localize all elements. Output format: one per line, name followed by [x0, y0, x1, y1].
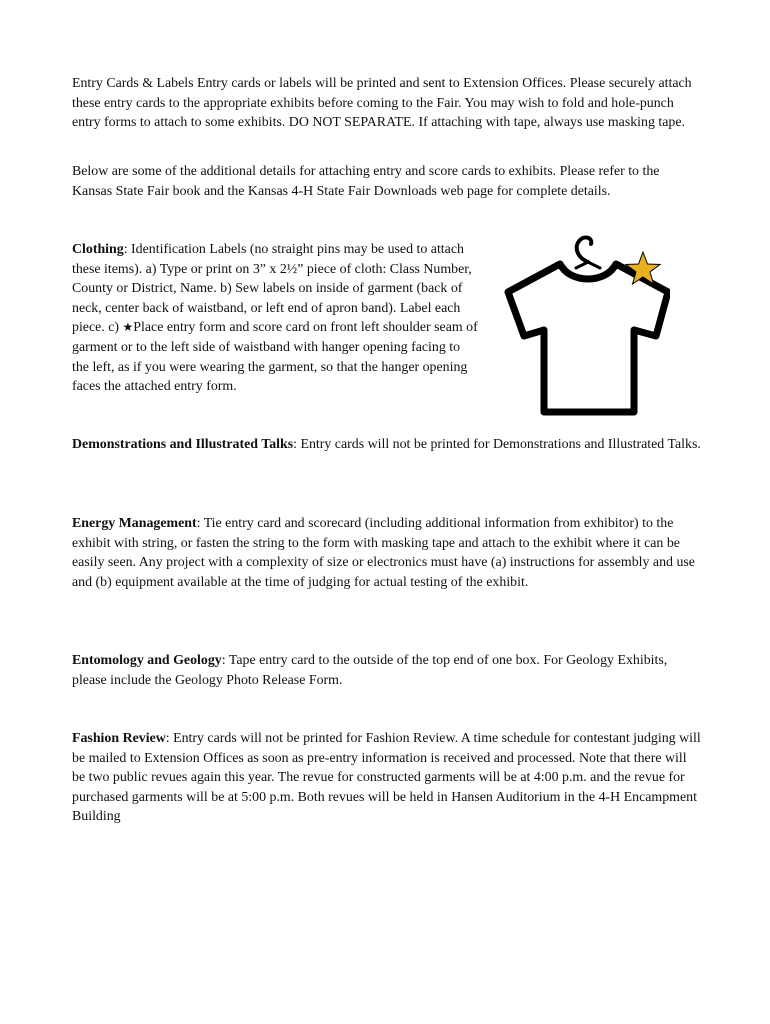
shirt-outline	[508, 264, 668, 412]
demonstrations-text: : Entry cards will not be printed for Demonstrations and Illustrated Talks.	[293, 437, 701, 452]
hanger-bar	[576, 262, 600, 268]
fashion-paragraph	[72, 729, 702, 827]
energy-paragraph	[72, 514, 702, 592]
hanger-hook	[577, 237, 592, 262]
intro-paragraph-1: Entry Cards & Labels Entry cards or labels will be printed and sent to Extension Offices. Please securely attach these entry cards to the appropriate exhibits before coming to the Fair. You may wish to fold and hole-punch entry forms to attach to some exhibits. DO NOT SEPARATE. If attaching with tape, always use masking tape.	[72, 76, 692, 131]
demonstrations-heading: Demonstrations and Illustrated Talks	[72, 437, 294, 452]
fashion-text: : Entry cards will not be printed for Fashion Review. A time schedule for contestant judging will be mailed to Extension Offices as soon as pre-entry information is received and processed. Note that there will be two public revues again this year. The revue for constructed garments will be at 4:00 p.m. and the revue for purchased garments will be at 5:00 p.m. Both revues will be held in Hansen Auditorium in the 4-H Encampment Building	[72, 731, 701, 825]
star-icon: ★	[122, 320, 134, 335]
clothing-paragraph	[72, 240, 478, 397]
shirt-with-hanger-icon	[498, 232, 670, 422]
entomology-paragraph	[72, 651, 702, 690]
energy-text: : Tie entry card and scorecard (including additional information from exhibitor) to the exhibit with string, or fasten the string to the form with masking tape and attach to the exhibit where it can be easily seen. Any project with a complexity of size or electronics must have (a) instructions for assembly and use and (b) equipment available at the time of judging for actual testing of the exhibit.	[72, 516, 695, 590]
clothing-text-b: Place entry form and score card on front left shoulder seam of garment or to the left side of waistband with hanger opening facing to the left, as if you were wearing the garment, so that the hanger opening faces the attached entry form.	[72, 320, 478, 395]
energy-heading: Energy Management	[72, 516, 197, 531]
entomology-heading: Entomology and Geology	[72, 653, 222, 668]
clothing-heading: Clothing	[72, 242, 124, 257]
intro-paragraph-2: Below are some of the additional details for attaching entry and score cards to exhibits. Please refer to the Kansas State Fair book and the Kansas 4-H State Fair Downloads web page for complete details.	[72, 164, 660, 199]
entomology-text: : Tape entry card to the outside of the top end of one box. For Geology Exhibits, please include the Geology Photo Release Form.	[72, 653, 668, 688]
fashion-heading: Fashion Review	[72, 731, 166, 746]
clothing-text-a: : Identification Labels (no straight pins may be used to attach these items). a) Type or print on 3” x 2½” piece of cloth: Class Number, County or District, Name. b) Sew labels on inside of garment (back of neck, center back of waistband, or left end of apron band). Label each piece. c)	[72, 242, 472, 336]
demonstrations-paragraph	[72, 435, 702, 455]
